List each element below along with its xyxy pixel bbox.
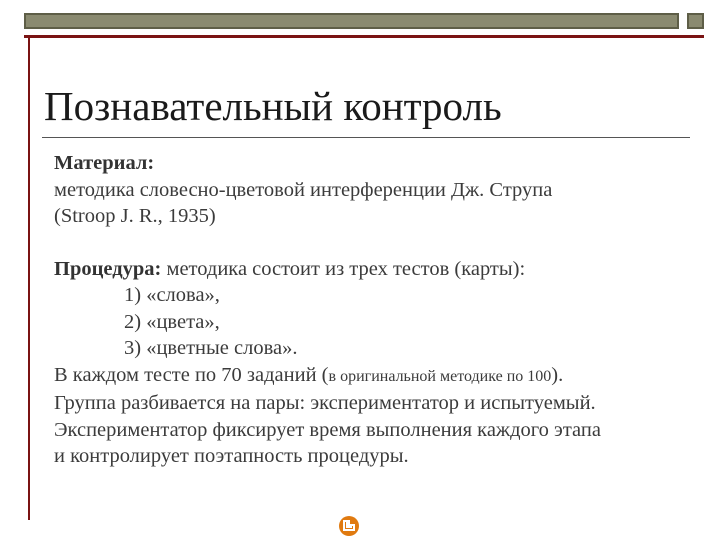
- experimenter-line-2: и контролирует поэтапность процедуры.: [54, 445, 409, 467]
- material-line-1: методика словесно-цветовой интерференции Дж. Струпа: [54, 178, 553, 201]
- slide-body: [54, 150, 704, 470]
- pairs-line: Группа разбивается на пары: экспериментатор и испытуемый.: [54, 392, 596, 414]
- material-label: Материал:: [54, 152, 155, 174]
- spacer: [54, 230, 704, 256]
- list-item: 3) «цветные слова».: [124, 337, 298, 359]
- experimenter-line-1: Экспериментатор фиксирует время выполнения каждого этапа: [54, 418, 601, 441]
- accent-line-horizontal: [24, 35, 704, 38]
- accent-line-vertical: [28, 35, 30, 520]
- list-item: 1) «слова»,: [124, 284, 220, 306]
- tasks-note: в оригинальной методике по 100: [328, 367, 552, 385]
- procedure-label: Процедура:: [54, 257, 162, 280]
- material-line-2: (Stroop J. R., 1935): [54, 205, 216, 227]
- top-decor-bar: [24, 13, 679, 29]
- tasks-line: [54, 362, 704, 391]
- slide-title: Познавательный контроль: [44, 83, 502, 129]
- procedure-line: [54, 256, 704, 283]
- top-decor-square: [687, 13, 704, 29]
- university-logo-icon: [338, 515, 360, 537]
- list-item: 2) «цвета»,: [124, 310, 220, 333]
- procedure-text: методика состоит из трех тестов (карты):: [161, 257, 526, 280]
- tasks-text: В каждом тесте по 70 заданий (: [54, 363, 329, 386]
- title-underline: [42, 137, 690, 138]
- tasks-end: ).: [551, 363, 564, 386]
